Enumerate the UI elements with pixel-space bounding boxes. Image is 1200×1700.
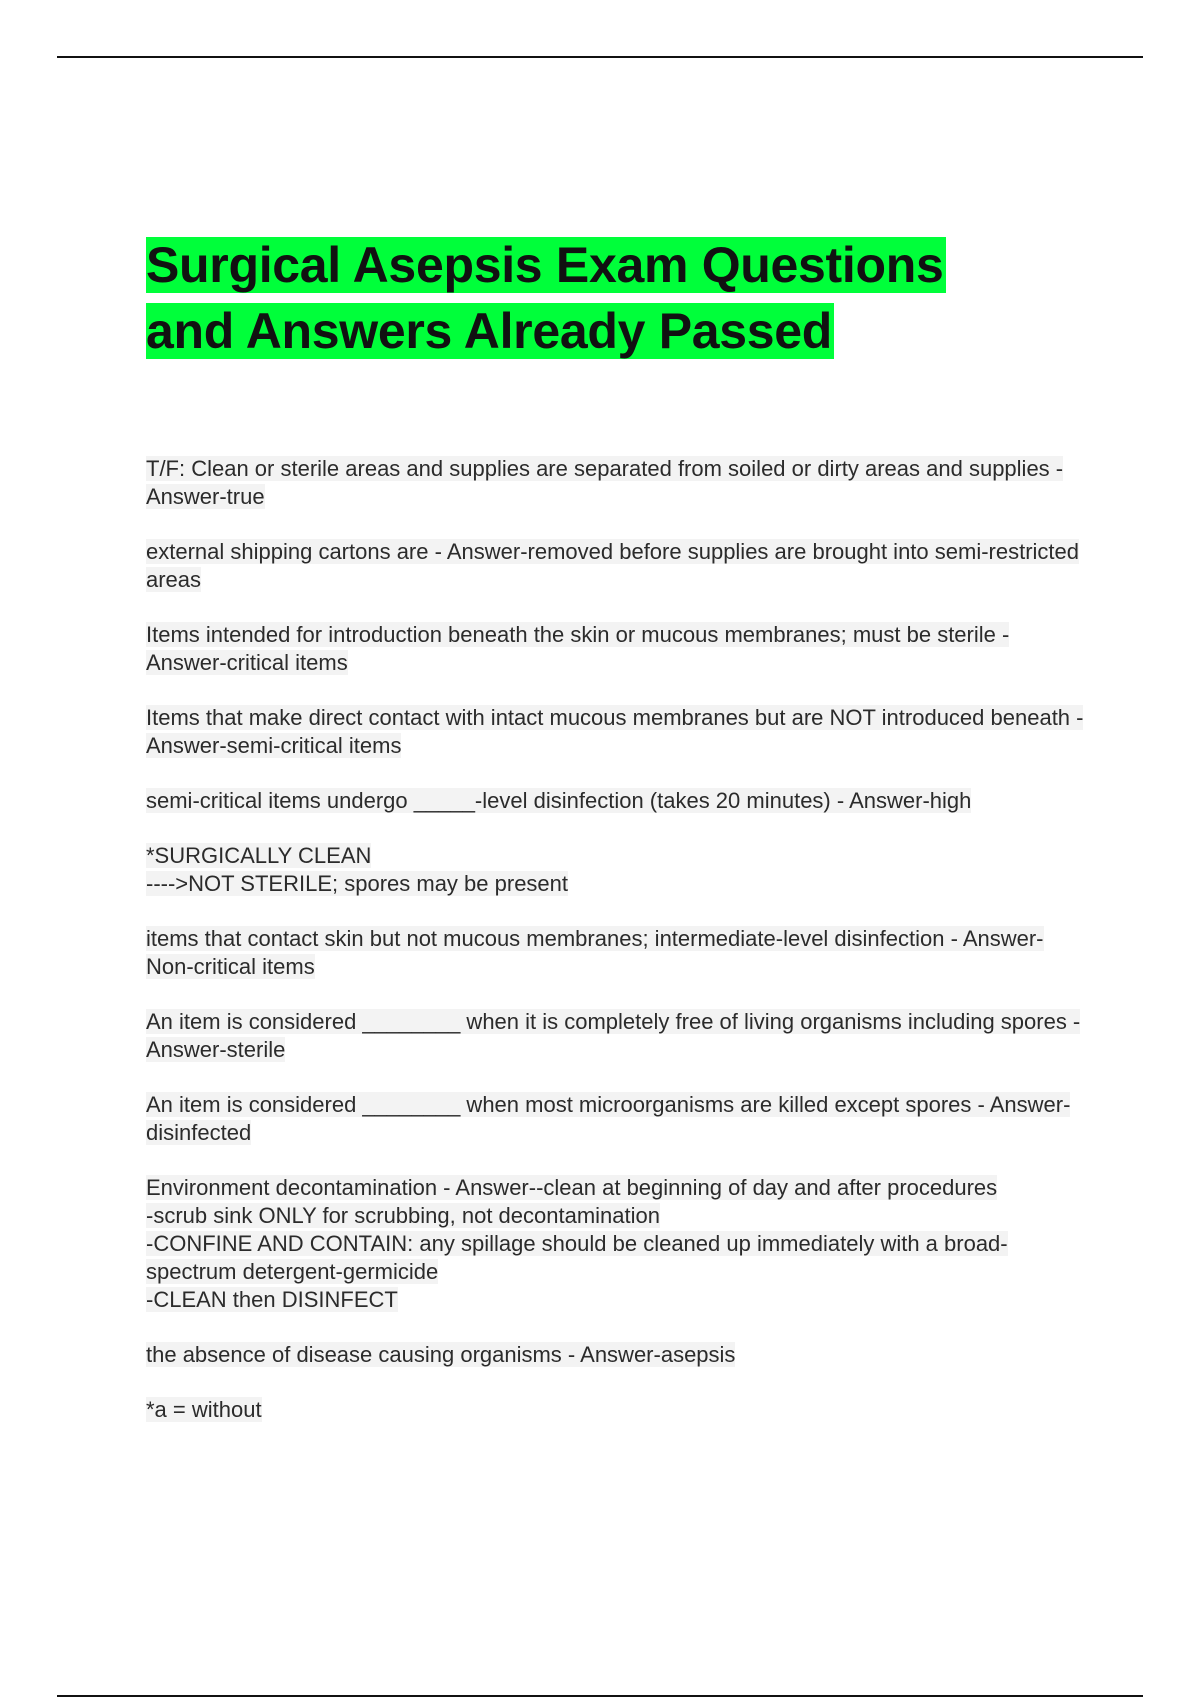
top-rule: [57, 56, 1143, 58]
qa-list: [146, 455, 1086, 1451]
qa-item: [146, 621, 1086, 677]
qa-text: An item is considered ________ when it is completely free of living organisms including spores - Answer-sterile: [146, 1009, 1081, 1062]
qa-item: [146, 1174, 1086, 1314]
qa-item: [146, 1008, 1086, 1064]
qa-text: An item is considered ________ when most microorganisms are killed except spores - Answer-disinfected: [146, 1092, 1071, 1145]
qa-text: the absence of disease causing organisms - Answer-asepsis: [146, 1342, 736, 1367]
qa-text: items that contact skin but not mucous membranes; intermediate-level disinfection - Answer-Non-critical items: [146, 926, 1044, 979]
title-line-2: and Answers Already Passed: [146, 303, 833, 359]
qa-text: semi-critical items undergo _____-level disinfection (takes 20 minutes) - Answer-high: [146, 788, 972, 813]
qa-item: [146, 925, 1086, 981]
qa-text: *a = without: [146, 1397, 262, 1422]
qa-text: T/F: Clean or sterile areas and supplies are separated from soiled or dirty areas and supplies - Answer-true: [146, 456, 1064, 509]
qa-item: [146, 1396, 1086, 1424]
qa-item: [146, 455, 1086, 511]
qa-text: Environment decontamination - Answer--clean at beginning of day and after procedures -scrub sink ONLY for scrubbing, not decontamination -CONFINE AND CONTAIN: any spillage should be cleaned up immediately with a broad-spectrum detergent-germicide -CLEAN then DISINFECT: [146, 1175, 1008, 1312]
qa-item: [146, 1341, 1086, 1369]
qa-item: [146, 704, 1086, 760]
qa-text: Items intended for introduction beneath the skin or mucous membranes; must be sterile - Answer-critical items: [146, 622, 1010, 675]
qa-item: [146, 787, 1086, 815]
qa-item: [146, 842, 1086, 898]
qa-text: *SURGICALLY CLEAN ---->NOT STERILE; spores may be present: [146, 843, 569, 896]
qa-text: external shipping cartons are - Answer-removed before supplies are brought into semi-restricted areas: [146, 539, 1080, 592]
qa-item: [146, 538, 1086, 594]
qa-text: Items that make direct contact with intact mucous membranes but are NOT introduced beneath - Answer-semi-critical items: [146, 705, 1084, 758]
title-line-1: Surgical Asepsis Exam Questions: [146, 237, 944, 293]
qa-item: [146, 1091, 1086, 1147]
page-title: [146, 232, 1106, 364]
bottom-rule: [57, 1695, 1143, 1697]
